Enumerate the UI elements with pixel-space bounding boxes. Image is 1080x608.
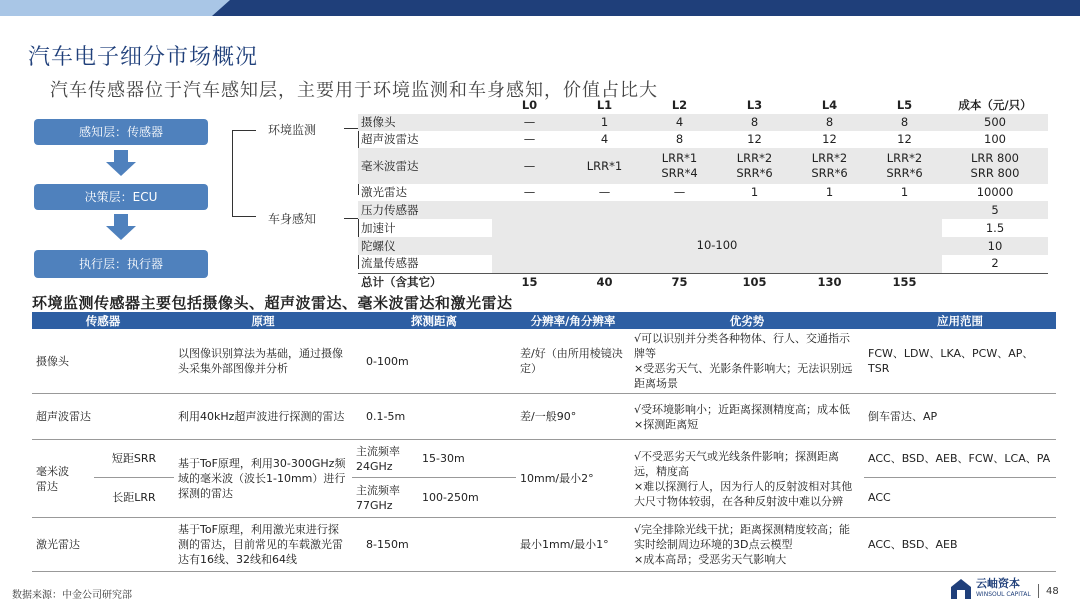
col-header: L4 — [821, 98, 838, 112]
flow-box-decision: 决策层：ECU — [34, 184, 208, 210]
bracket-line — [344, 218, 358, 219]
branch-body-label: 车身感知 — [268, 212, 317, 226]
col-header: 探测距离 — [352, 312, 516, 329]
bracket-line — [232, 130, 233, 216]
header-bar-light — [0, 0, 230, 16]
table-row: 陀螺仪 10 — [358, 237, 1048, 255]
page-title: 汽车电子细分市场概况 — [28, 45, 259, 70]
page-number: 48 — [1046, 586, 1059, 597]
flow-box-perception: 感知层：传感器 — [34, 119, 208, 145]
flow-arrow-stem — [114, 214, 128, 226]
table-row: 激光雷达 — — — 1 1 1 10000 — [361, 185, 1014, 199]
logo-mark-icon — [950, 578, 972, 600]
branch-env-label: 环境监测 — [268, 123, 317, 137]
sensor-name: 毫米波 雷达 — [32, 440, 94, 518]
col-header: 应用范围 — [864, 312, 1056, 329]
header-bar-dark — [212, 0, 1080, 16]
logo-en: WINSOUL CAPITAL — [976, 591, 1031, 598]
body-sensor-range: 10-100 — [492, 219, 942, 273]
table-row: 超声波雷达 利用40kHz超声波进行探测的雷达 0.1-5m 差/一般90° √受环境影响小；近距离探测精度高；成本低 ×探测距离短 倒车雷达、AP — [32, 394, 1056, 440]
table-row: 压力传感器 5 — [358, 201, 1048, 219]
company-logo — [950, 578, 1031, 600]
table-row: 长距LRR 主流频率 77GHz 100-250m ACC — [32, 478, 1056, 518]
sensor-name: 激光雷达 — [32, 518, 174, 572]
sensor-levels-table — [358, 97, 1048, 291]
table-row: 加速计 10-100 1.5 — [358, 219, 1048, 237]
col-header: 分辨率/角分辨率 — [516, 312, 630, 329]
sensor-name: 摄像头 — [32, 329, 174, 394]
col-header: 原理 — [174, 312, 352, 329]
table-row: 激光雷达 基于ToF原理，利用激光束进行探测的雷达，目前常见的车载激光雷达有16线、32线和64线 8-150m 最小1mm/最小1° √完全排除光线干扰；距离探测精度较高；能实时绘制周边环境的3D点云模型 ×成本高昂；受恶劣天气影响大 ACC、BSD、AEB — [32, 518, 1056, 572]
env-sensor-table — [32, 312, 1056, 572]
table-row: 毫米波雷达 — LRR*1 LRR*1 SRR*4 LRR*2 SRR*6 LRR*2 SRR*6 LRR*2 SRR*6 LRR 800 SRR 800 — [358, 148, 1048, 184]
table-row: 毫米波 雷达 短距SRR 基于ToF原理，利用30-300GHz频域的毫米波（波长1-10mm）进行探测的雷达 主流频率 24GHz 15-30m 10mm/最小2° √不受恶劣天气或光线条件影响；探测距离远，精度高 ×难以探测行人，因为行人的反射波相对其他大尺寸物体较弱，在各种反射波中难以分辨 ACC、BSD、AEB、FCW、LCA、PA — [32, 440, 1056, 478]
table-row: 流量传感器 2 — [361, 256, 999, 271]
sensor-name: 超声波雷达 — [32, 394, 174, 440]
flow-arrow-stem — [114, 150, 128, 162]
col-header: L0 — [521, 98, 538, 112]
col-header: 优劣势 — [630, 312, 864, 329]
bracket-line — [232, 216, 256, 217]
table-row: 超声波雷达 — 4 8 12 12 12 100 — [361, 132, 1006, 146]
bracket-line — [232, 130, 256, 131]
down-arrow-icon — [106, 226, 136, 240]
section-title: 环境监测传感器主要包括摄像头、超声波雷达、毫米波雷达和激光雷达 — [32, 294, 513, 312]
data-source: 数据来源：中金公司研究部 — [12, 590, 132, 601]
table-row: 摄像头 以图像识别算法为基础，通过摄像头采集外部图像并分析 0-100m 差/好（由所用棱镜决定） √可以识别并分类各种物体、行人、交通指示牌等 ×受恶劣天气、光影条件影响大；无法识别远距离场景 FCW、LDW、LKA、PCW、AP、TSR — [32, 329, 1056, 394]
totals-row: 总计（含其它） 15 40 75 105 130 155 — [358, 273, 1048, 291]
col-header: 传感器 — [32, 312, 174, 329]
col-header: L3 — [746, 98, 763, 112]
table-row: 摄像头 — 1 4 8 8 8 500 — [358, 114, 1048, 131]
down-arrow-icon — [106, 162, 136, 176]
logo-cn: 云岫资本 — [976, 577, 1020, 590]
col-header: L2 — [671, 98, 688, 112]
footer-divider — [1038, 584, 1039, 598]
col-header: 成本（元/只） — [958, 98, 1032, 112]
bracket-line — [344, 128, 358, 129]
col-header: L5 — [896, 98, 913, 112]
page-subtitle: 汽车传感器位于汽车感知层，主要用于环境监测和车身感知，价值占比大 — [50, 80, 658, 101]
flow-box-execution: 执行层：执行器 — [34, 250, 208, 278]
col-header: L1 — [596, 98, 613, 112]
